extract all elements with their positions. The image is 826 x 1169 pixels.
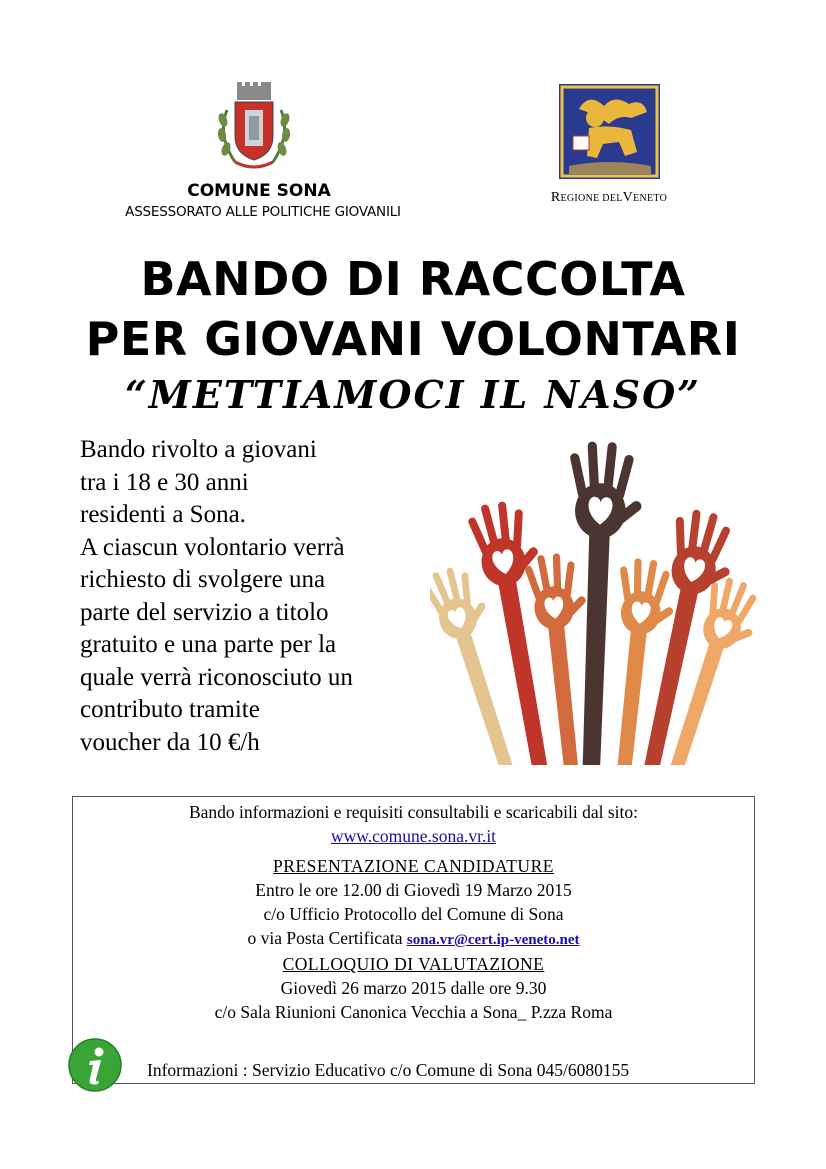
intro-text [80,434,440,759]
intro-line: voucher da 10 €/h [80,728,260,756]
intro-line: quale verrà riconosciuto un [80,663,353,691]
raised-hands-hearts-illustration [430,420,770,765]
presentazione-heading: PRESENTAZIONE CANDIDATURE [273,856,554,876]
intro-line: contributo tramite [80,696,260,723]
intro-line: richiesto di svolgere una [80,566,326,593]
regione-veneto-name: REGIONE DELVENETO [550,190,668,205]
ufficio-text: c/o Ufficio Protocollo del Comune di Sona [263,904,564,924]
intro-line: Bando rivolto a giovani [80,436,317,463]
intro-line: tra i 18 e 30 anni [80,468,249,496]
assessorato-subtitle: ASSESSORATO ALLE POLITICHE GIOVANILI [125,204,401,220]
intro-line: A ciascun volontario verrà [80,533,345,561]
colloquio-location: c/o Sala Riunioni Canonica Vecchia a Sona_ P.zza Roma [214,1002,613,1022]
deadline-text: Entro le ore 12.00 di Giovedì 19 Marzo 2015 [255,880,572,900]
colloquio-heading: COLLOQUIO DI VALUTAZIONE [282,954,545,974]
comune-sona-crest-icon [213,80,295,175]
regione-veneto-lion-logo [559,84,660,179]
informazioni-contact: Informazioni : Servizio Educativo c/o Comune di Sona 045/6080155 [147,1060,630,1080]
title-line-1: BANDO DI RACCOLTA [140,252,686,306]
pec-line: o via Posta Certificata sona.vr@cert.ip-veneto.net [247,928,580,948]
title-slogan: “METTIAMOCI IL NASO” [124,372,702,417]
title-line-2: PER GIOVANI VOLONTARI [85,312,741,366]
info-site-intro: Bando informazioni e requisiti consultabili e scaricabili dal sito: [188,802,639,822]
intro-line: residenti a Sona. [80,501,246,528]
info-icon [68,1038,122,1092]
pec-email-link[interactable]: sona.vr@cert.ip-veneto.net [406,932,580,948]
colloquio-date: Giovedì 26 marzo 2015 dalle ore 9.30 [280,978,547,998]
intro-line: gratuito e una parte per la [80,631,337,658]
info-box-content [72,800,755,1024]
comune-name: COMUNE SONA [187,181,331,201]
comune-website-link[interactable]: www.comune.sona.vr.it [330,826,497,846]
intro-line: parte del servizio a titolo [80,598,329,626]
